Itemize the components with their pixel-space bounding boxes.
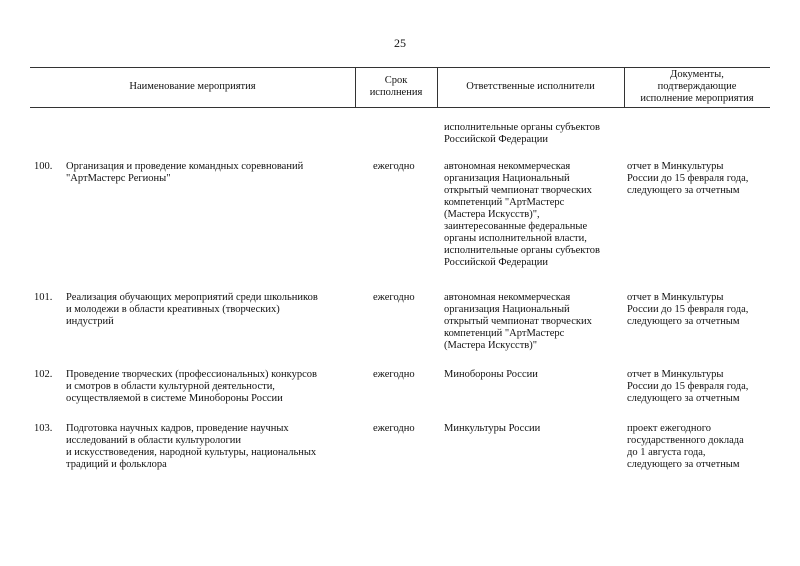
row-term: ежегодно [373, 369, 415, 380]
header-term: Срок исполнения [369, 75, 423, 98]
row-name: Подготовка научных кадров, проведение научных исследований в области культурологии и искусствоведения, народной культуры, национальных традиций и фольклора [66, 423, 317, 470]
page-number: 25 [394, 36, 406, 50]
row-documents: отчет в Минкультуры России до 15 февраля года, следующего за отчетным [627, 161, 749, 196]
continuation-responsible: исполнительные органы субъектов Российской Федерации [444, 122, 600, 145]
row-documents: отчет в Минкультуры России до 15 февраля года, следующего за отчетным [627, 369, 749, 404]
row-responsible: автономная некоммерческая организация Национальный открытый чемпионат творческих компетенций "АртМастерс (Мастера Искусств)" [444, 292, 592, 351]
row-number: 103. [34, 423, 53, 434]
row-responsible: Минкультуры России [444, 423, 541, 434]
row-name: Проведение творческих (профессиональных) конкурсов и смотров в области культурной деятельности, осуществляемой в системе Минобороны России [66, 369, 317, 404]
row-documents: отчет в Минкультуры России до 15 февраля года, следующего за отчетным [627, 292, 749, 327]
row-term: ежегодно [373, 161, 415, 172]
row-name: Реализация обучающих мероприятий среди школьников и молодежи в области креативных (творческих) индустрий [66, 292, 318, 327]
row-name: Организация и проведение командных соревнований "АртМастерс Регионы" [66, 161, 304, 184]
row-number: 100. [34, 161, 53, 172]
header-bottom-rule [30, 107, 770, 108]
header-name: Наименование мероприятия [129, 81, 256, 92]
row-responsible: Минобороны России [444, 369, 538, 380]
header-documents: Документы, подтверждающие исполнение мероприятия [640, 69, 754, 104]
header-responsible: Ответственные исполнители [466, 81, 595, 92]
row-term: ежегодно [373, 292, 415, 303]
row-documents: проект ежегодного государственного доклада до 1 августа года, следующего за отчетным [627, 423, 744, 470]
row-term: ежегодно [373, 423, 415, 434]
row-responsible: автономная некоммерческая организация Национальный открытый чемпионат творческих компетенций "АртМастерс (Мастера Искусств)", заинтересованные федеральные органы исполнительной власти, исполнительные органы субъектов Российской Федерации [444, 161, 600, 268]
row-number: 102. [34, 369, 53, 380]
row-number: 101. [34, 292, 53, 303]
